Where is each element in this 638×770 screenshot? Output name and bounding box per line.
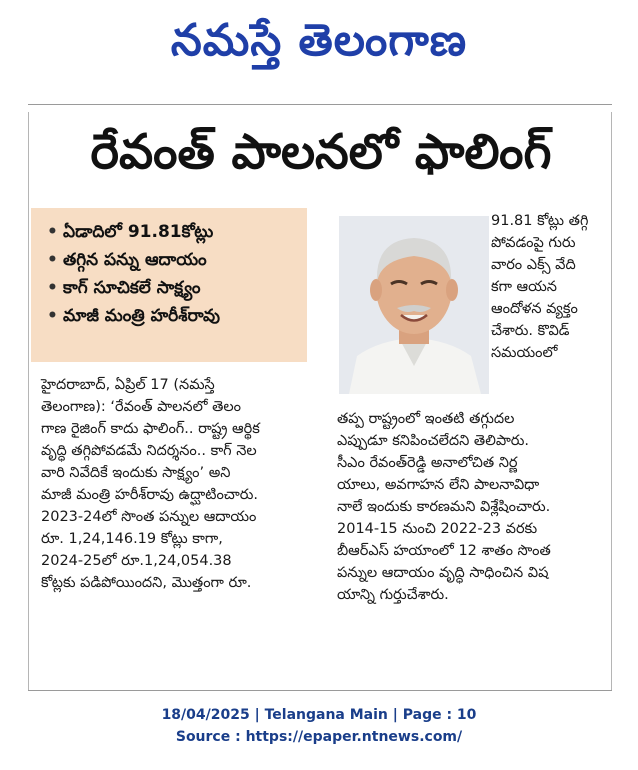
body-line: వారి నివేదికే ఇందుకు సాక్ష్యం’ అని: [41, 465, 231, 481]
portrait-illustration: [339, 216, 489, 394]
body-line: నాలే ఇందుకు కారణమని విశ్లేషించారు.: [337, 499, 551, 515]
body-line: గాణ రైజింగ్ కాదు ఫాలింగ్.. రాష్ట్ర ఆర్థిక: [41, 421, 260, 437]
body-column-right: [337, 408, 611, 606]
body-line: సీఎం రేవంత్‌రెడ్డి అనాలోచిత నిర్ణ: [337, 455, 518, 471]
body-line: బీఆర్ఎస్ హయాంలో 12 శాతం సొంత: [337, 543, 551, 559]
body-line: వృద్ధి తగ్గిపోవడమే నిదర్శనం.. కాగ్ నెల: [41, 443, 257, 459]
body-line: హైదరాబాద్, ఏప్రిల్ 17 (నమస్తే: [41, 377, 215, 393]
footer: [0, 704, 638, 748]
highlights-box: [31, 208, 307, 362]
body-line: తప్ప రాష్ట్రంలో ఇంతటి తగ్గుదల: [337, 411, 515, 427]
body-line: 2014-15 నుంచి 2022-23 వరకు: [337, 521, 538, 537]
headline: రేవంత్ పాలనలో ఫాలింగ్: [90, 124, 552, 180]
body-line: 91.81 కోట్లు తగ్గి: [491, 213, 589, 229]
body-line: 2023-24లో సొంత పన్నుల ఆదాయం: [41, 509, 257, 525]
body-line: తెలంగాణ): ‘రేవంత్ పాలనలో తెలం: [41, 399, 242, 415]
masthead: [0, 0, 638, 92]
body-line: రూ. 1,24,146.19 కోట్లు కాగా,: [41, 531, 223, 547]
highlights-list: [47, 218, 299, 330]
body-line: సమయంలో: [491, 345, 558, 361]
body-line: మాజీ మంత్రి హరీశ్‌రావు ఉద్ఘాటించారు.: [41, 487, 259, 503]
portrait-photo: [339, 216, 489, 394]
body-line: ఎప్పుడూ కనిపించలేదని తెలిపారు.: [337, 433, 530, 449]
article: [28, 112, 612, 690]
body-line: చేశారు. కొవిడ్: [491, 323, 570, 339]
highlight-item: • మాజీ మంత్రి హరీశ్‌రావు: [47, 302, 299, 330]
body-line: వారం ఎక్స్ వేది: [491, 257, 576, 273]
masthead-logo: నమస్తే తెలంగాణ: [170, 15, 468, 66]
body-line: పన్నుల ఆదాయం వృద్ధి సాధించిన విష: [337, 565, 549, 581]
body-line: 2024-25లో రూ.1,24,054.38: [41, 553, 232, 569]
highlight-item: • తగ్గిన పన్ను ఆదాయం: [47, 246, 299, 274]
highlight-item: • కాగ్ సూచికలే సాక్ష్యం: [47, 274, 299, 302]
bottom-rule: [28, 690, 612, 691]
body-line: కగా ఆయన: [491, 279, 557, 295]
body-line: పోవడంపై గురు: [491, 235, 576, 251]
body-line: ఆందోళన వ్యక్తం: [491, 301, 578, 317]
body-line: యాలు, అవగాహన లేని పాలనావిధా: [337, 477, 540, 493]
top-rule: [28, 104, 612, 105]
body-line: కోట్లకు పడిపోయిందని, మొత్తంగా రూ.: [41, 575, 252, 591]
footer-edition-line: 18/04/2025 | Telangana Main | Page : 10: [161, 707, 477, 723]
highlight-item: • ఏడాదిలో 91.81కోట్లు: [47, 218, 299, 246]
body-line: యాన్ని గుర్తుచేశారు.: [337, 587, 449, 603]
body-column-right-top: [491, 210, 611, 364]
footer-source-link[interactable]: Source : https://epaper.ntnews.com/: [175, 729, 463, 745]
body-column-left: [41, 374, 327, 594]
